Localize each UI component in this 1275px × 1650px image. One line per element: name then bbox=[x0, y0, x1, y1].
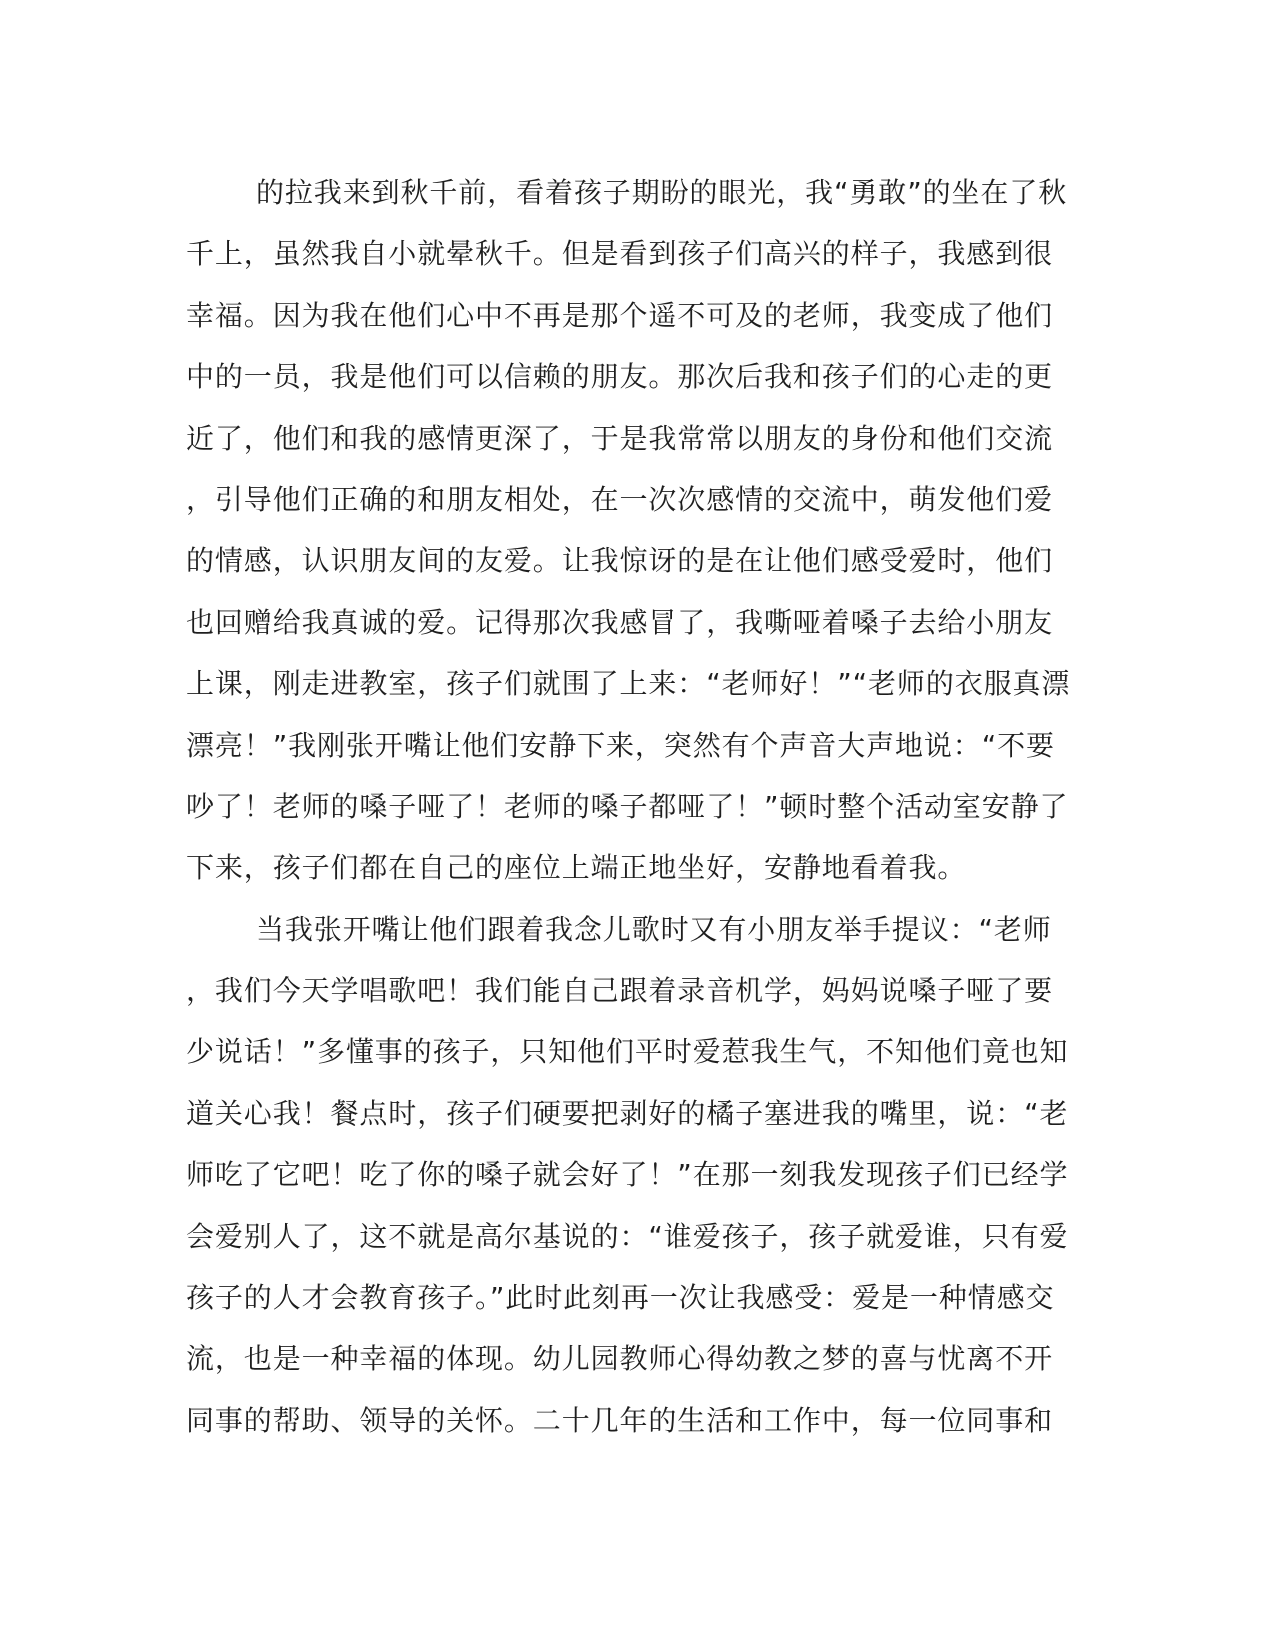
text-line: 同事的帮助、领导的关怀。二十几年的生活和工作中，每一位同事和 bbox=[186, 1403, 1054, 1437]
text-line: 上课，刚走进教室，孩子们就围了上来：“老师好！”“老师的衣服真漂 bbox=[186, 667, 1071, 701]
text-line: 孩子的人才会教育孩子。”此时此刻再一次让我感受：爱是一种情感交 bbox=[186, 1281, 1055, 1315]
text-line: 吵了！老师的嗓子哑了！老师的嗓子都哑了！”顿时整个活动室安静了 bbox=[186, 789, 1069, 823]
text-line: 中的一员，我是他们可以信赖的朋友。那次后我和孩子们的心走的更 bbox=[186, 360, 1054, 394]
text-line: 少说话！”多懂事的孩子，只知他们平时爱惹我生气，不知他们竟也知 bbox=[186, 1035, 1069, 1069]
text-line: 的情感，认识朋友间的友爱。让我惊讶的是在让他们感受爱时，他们 bbox=[186, 544, 1054, 578]
text-line: ，我们今天学唱歌吧！我们能自己跟着录音机学，妈妈说嗓子哑了要 bbox=[186, 974, 1054, 1008]
text-line: 当我张开嘴让他们跟着我念儿歌时又有小朋友举手提议：“老师 bbox=[256, 912, 1052, 946]
text-line: 幸福。因为我在他们心中不再是那个遥不可及的老师，我变成了他们 bbox=[186, 298, 1054, 332]
text-line: 师吃了它吧！吃了你的嗓子就会好了！”在那一刻我发现孩子们已经学 bbox=[186, 1158, 1069, 1192]
text-line: 流，也是一种幸福的体现。幼儿园教师心得幼教之梦的喜与忧离不开 bbox=[186, 1342, 1054, 1376]
text-line: 下来，孩子们都在自己的座位上端正地坐好，安静地看着我。 bbox=[186, 851, 967, 885]
text-line: 道关心我！餐点时，孩子们硬要把剥好的橘子塞进我的嘴里，说：“老 bbox=[186, 1096, 1069, 1130]
text-line: 近了，他们和我的感情更深了，于是我常常以朋友的身份和他们交流 bbox=[186, 421, 1054, 455]
text-line: 千上，虽然我自小就晕秋千。但是看到孩子们高兴的样子，我感到很 bbox=[186, 237, 1054, 271]
text-line: 漂亮！”我刚张开嘴让他们安静下来，突然有个声音大声地说：“不要 bbox=[186, 728, 1055, 762]
body-text bbox=[186, 162, 1071, 1451]
text-line: 也回赠给我真诚的爱。记得那次我感冒了，我嘶哑着嗓子去给小朋友 bbox=[186, 605, 1054, 639]
text-line: 的拉我来到秋千前，看着孩子期盼的眼光，我“勇敢”的坐在了秋 bbox=[256, 176, 1068, 209]
text-line: 会爱别人了，这不就是高尔基说的：“谁爱孩子，孩子就爱谁，只有爱 bbox=[186, 1219, 1069, 1253]
text-line: ，引导他们正确的和朋友相处，在一次次感情的交流中，萌发他们爱 bbox=[186, 482, 1054, 516]
